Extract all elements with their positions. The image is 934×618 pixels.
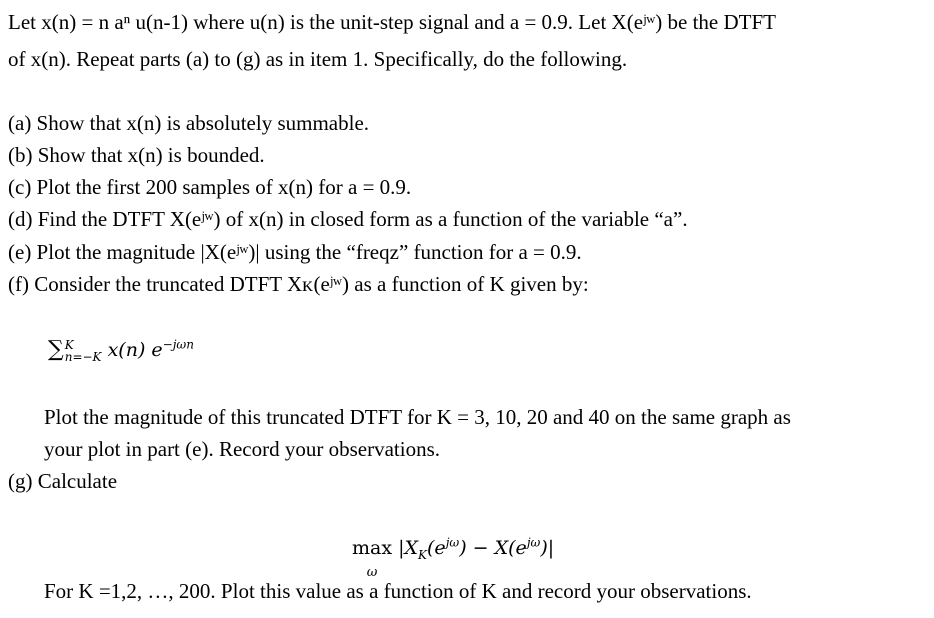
intro-line-1: Let x(n) = n aⁿ u(n-1) where u(n) is the unit-step signal and a = 0.9. Let X(eʲʷ) be the DTFT: [8, 10, 776, 34]
item-d: (d) Find the DTFT X(eʲʷ) of x(n) in closed form as a function of the variable “a”.: [8, 207, 688, 231]
max-body-subscript: K: [418, 547, 428, 562]
max-body-mid: (e: [427, 537, 446, 559]
item-f-text-2: your plot in part (e). Record your observations.: [44, 437, 440, 461]
item-a: (a) Show that x(n) is absolutely summable.: [8, 111, 370, 135]
max-operator: max: [352, 537, 393, 559]
summation-symbol: ∑: [48, 337, 64, 362]
sum-upper-limit: K: [64, 338, 74, 352]
max-body-open: |X: [398, 537, 419, 559]
item-g: (g) Calculate: [8, 469, 118, 493]
item-g-text: For K =1,2, …, 200. Plot this value as a function of K and record your observations.: [44, 579, 752, 603]
item-f-text-1: Plot the magnitude of this truncated DTFT for K = 3, 10, 20 and 40 on the same graph as: [44, 405, 791, 429]
max-body-superscript-2: jω: [526, 535, 541, 550]
item-e: (e) Plot the magnitude |X(eʲʷ)| using the “freqz” function for a = 0.9.: [8, 240, 582, 264]
max-body-rest: ) − X(e: [459, 537, 527, 559]
max-error-equation: [352, 536, 554, 580]
max-subscript: ω: [366, 565, 378, 580]
intro-line-2: of x(n). Repeat parts (a) to (g) as in item 1. Specifically, do the following.: [8, 47, 628, 71]
max-body-end: )|: [540, 537, 555, 559]
item-b: (b) Show that x(n) is bounded.: [8, 143, 265, 167]
item-c: (c) Plot the first 200 samples of x(n) for a = 0.9.: [8, 175, 412, 199]
item-f: (f) Consider the truncated DTFT Xᴋ(eʲʷ) as a function of K given by:: [8, 272, 589, 296]
sum-lower-limit: n=−K: [64, 350, 102, 364]
sum-body: x(n) e: [107, 339, 163, 361]
max-body-superscript-1: jω: [445, 535, 460, 550]
truncated-dtft-sum-equation: [48, 338, 194, 363]
sum-exponent: −jωn: [162, 337, 194, 352]
